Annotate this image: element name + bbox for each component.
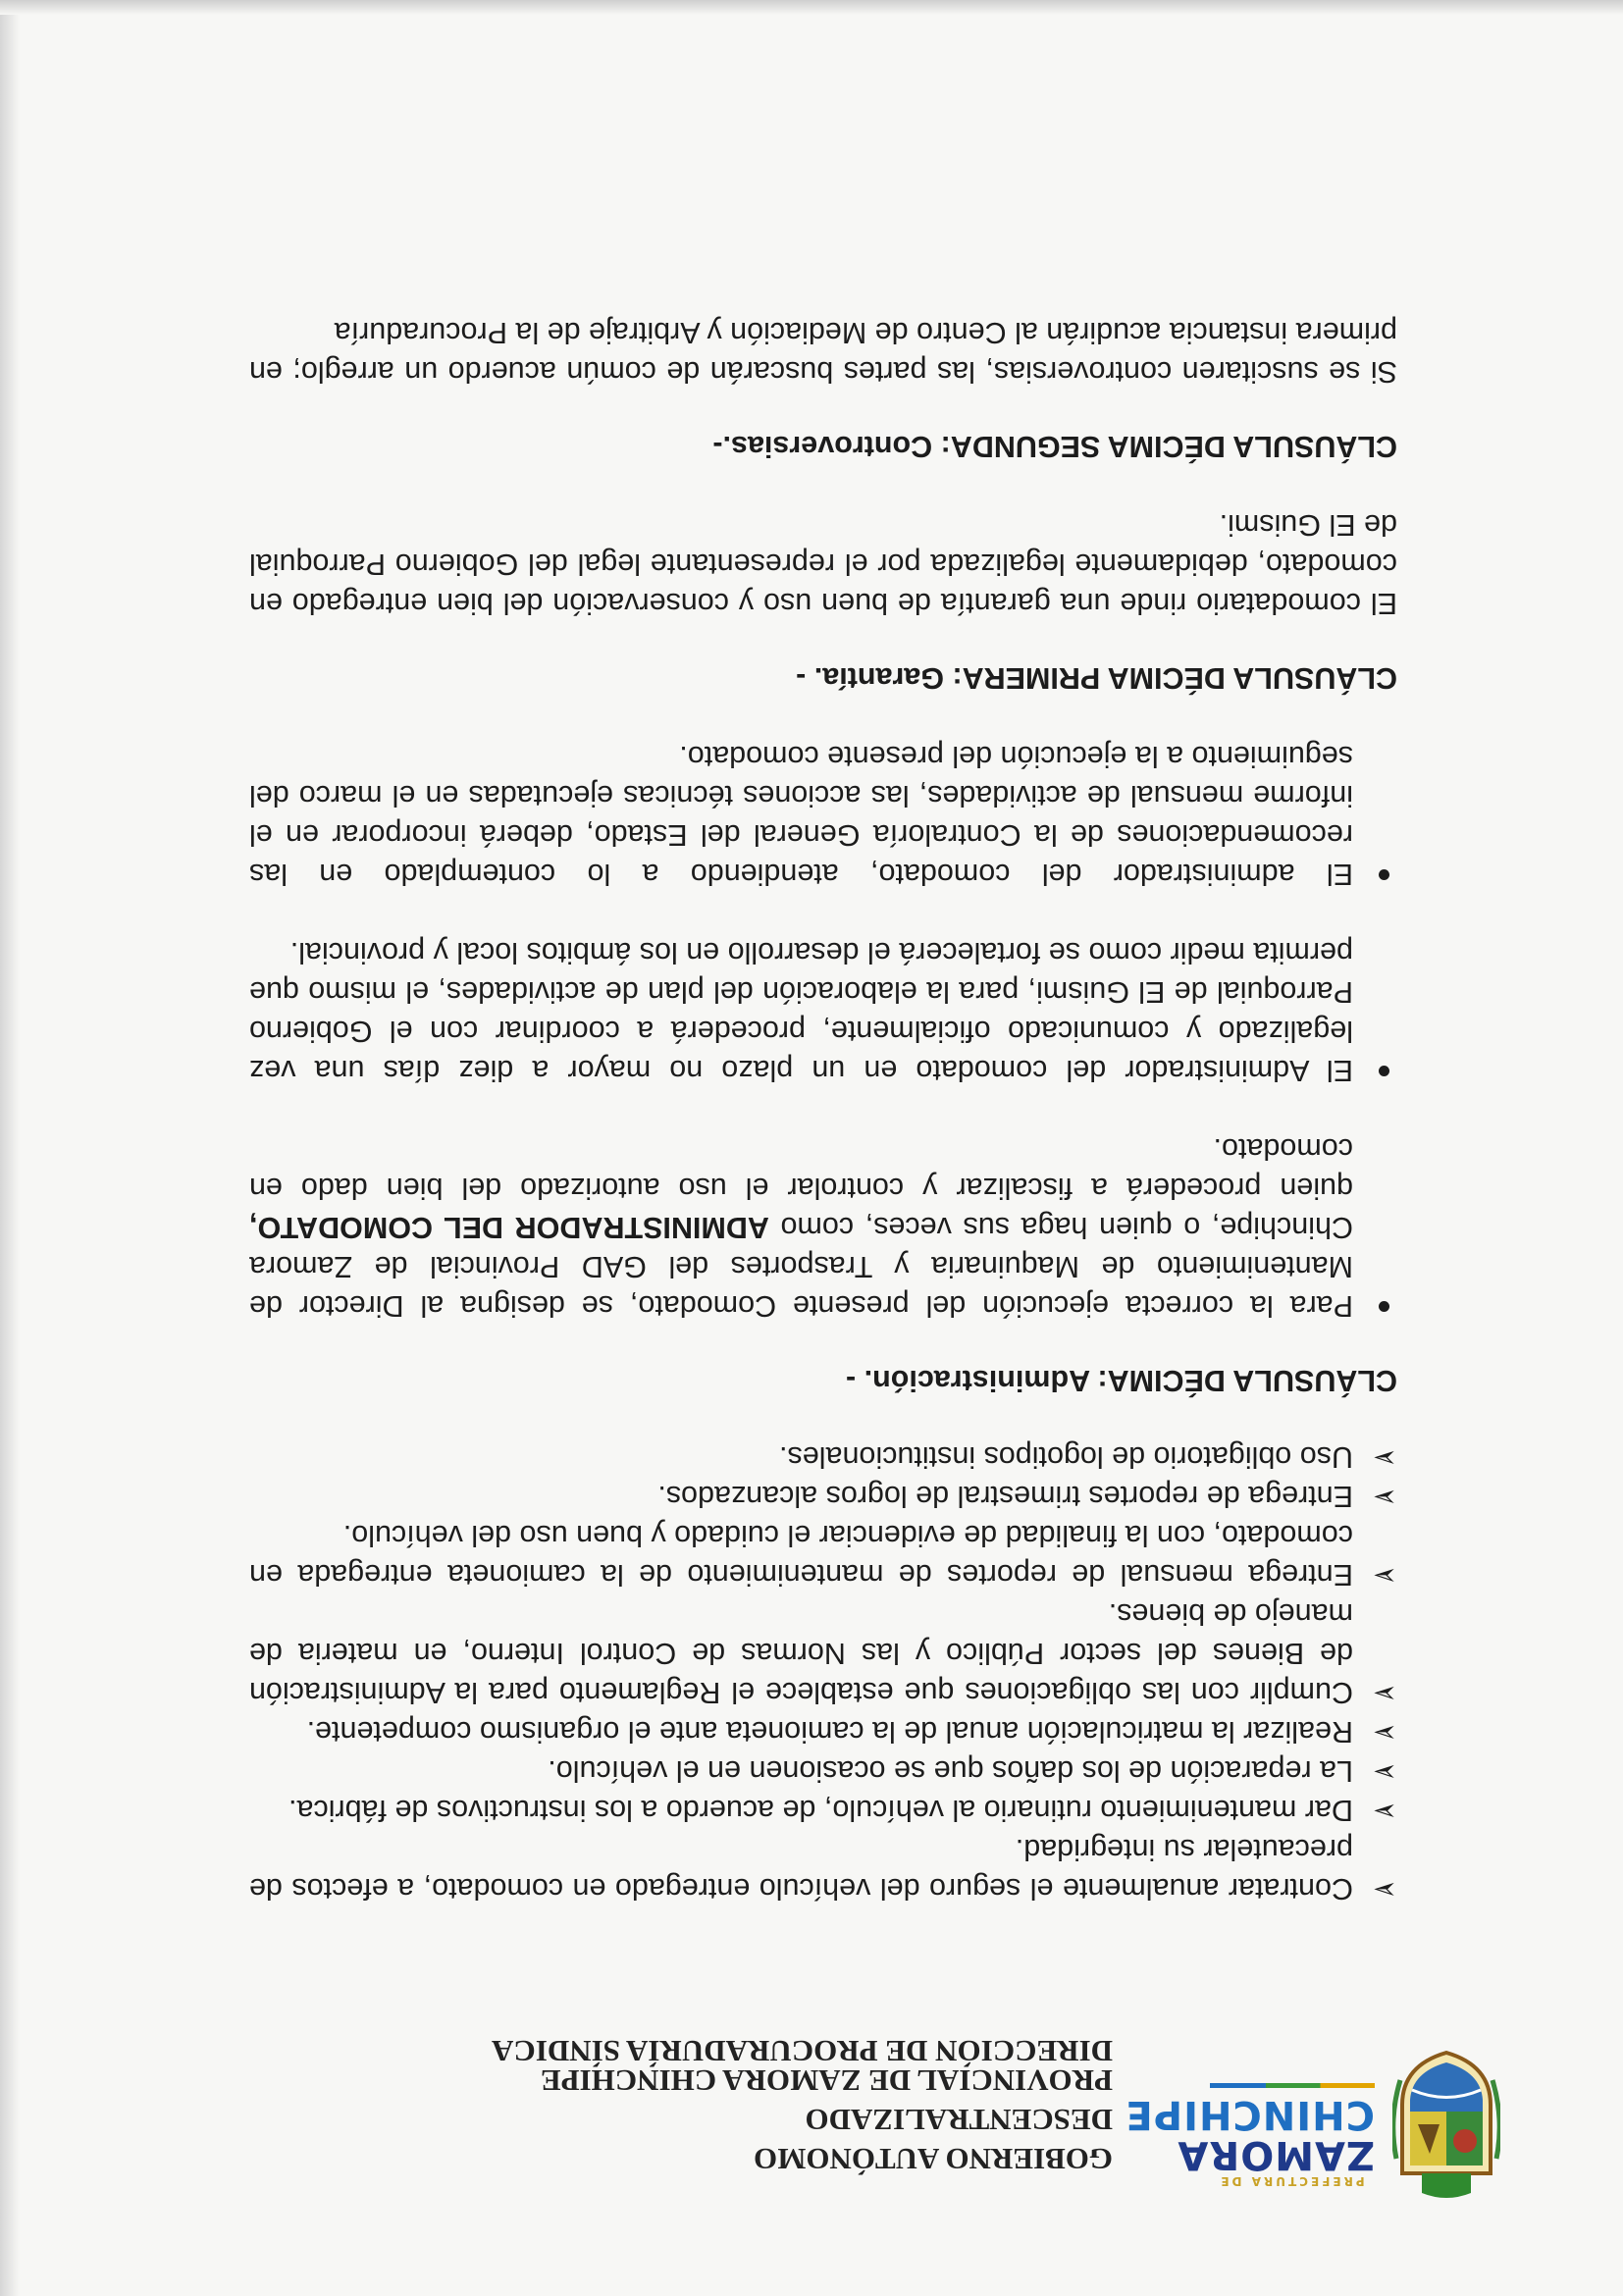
list-item: ➢ Uso obligatorio de logotipos institucionales. bbox=[249, 1437, 1397, 1477]
list-item: ➢ Contratar anualmente el seguro del vehículo entregado en comodato, a efectos de precautelar su integridad. bbox=[249, 1833, 1397, 1906]
bullet-dot-icon bbox=[1379, 1066, 1389, 1076]
clause-10-heading: CLÁUSULA DÉCIMA: Administración. - bbox=[846, 1364, 1397, 1397]
arrow-bullet-icon: ➢ bbox=[1372, 1794, 1397, 1828]
list-item: ➢ Entrega de reportes trimestral de logros alcanzados. bbox=[249, 1477, 1397, 1516]
list-item: ➢ Dar mantenimiento rutinario al vehículo, de acuerdo a los instructivos de fábrica. bbox=[249, 1791, 1397, 1830]
provincial-coat-of-arms-icon bbox=[1392, 2051, 1500, 2198]
obligations-list bbox=[249, 1437, 1397, 1908]
arrow-bullet-icon: ➢ bbox=[1372, 1754, 1397, 1789]
list-item: ➢ La reparación de los daños que se ocasionen en el vehículo. bbox=[249, 1751, 1397, 1791]
clause-12-heading: CLÁUSULA DÉCIMA SEGUNDA: Controversias.- bbox=[712, 430, 1397, 463]
prefectura-brand-logo bbox=[1125, 2051, 1375, 2188]
brand-chinchipe: CHINCHIPE bbox=[1125, 2092, 1375, 2137]
list-item: Para la correcta ejecución del presente Comodato, se designa al Director de Mantenimiento de Maquinaria y Trasportes del GAD Provincial de Zamora Chinchipe, o quien haga sus veces, como ADMINISTRADOR DEL COMODATO, quien procederá a fiscalizar y controlar el uso autorizado del bien dado en comodato. bbox=[249, 1129, 1397, 1326]
arrow-bullet-icon: ➢ bbox=[1372, 1440, 1397, 1475]
document-body bbox=[249, 313, 1397, 1908]
clause-11-heading: CLÁUSULA DÉCIMA PRIMERA: Garantía. - bbox=[796, 661, 1397, 695]
list-item: ➢ Realizar la matriculación anual de la camioneta ante el organismo competente. bbox=[249, 1712, 1397, 1751]
arrow-bullet-icon: ➢ bbox=[1372, 1715, 1397, 1749]
clause-11-text: El comodatario rinde una garantía de buen uso y conservación del bien entregado en comodato, debidamente legalizada por el representante legal del Gobierno Parroquial de El Guismi. bbox=[249, 508, 1397, 620]
scan-edge bbox=[0, 0, 1623, 15]
list-item: ➢ Entrega mensual de reportes de mantenimiento de la camioneta entregada en comodato, con la finalidad de evidenciar el cuidado y buen uso del vehículo. bbox=[249, 1519, 1397, 1592]
brand-zamora: ZAMORA bbox=[1177, 2132, 1375, 2177]
list-item: El Administrador del comodato en un plazo no mayor a diez días una vez legalizado y comunicado oficialmente, procederá a coordinar con el Gobierno Parroquial de El Guismi, para la elaboración del plan de actividades, el mismo que permita medir como se fortalecerá el desarrollo en los ámbitos local y provincial. bbox=[249, 933, 1397, 1090]
administrator-title: ADMINISTRADOR DEL COMODATO, bbox=[249, 1211, 769, 1244]
scan-edge bbox=[0, 0, 20, 2296]
arrow-bullet-icon: ➢ bbox=[1372, 1558, 1397, 1592]
brand-color-bar bbox=[1210, 2083, 1375, 2088]
clause-12-text: Si se suscitaren controversias, las partes buscarán de común acuerdo un arreglo; en primera instancia acudirán al Centro de Mediación y Arbitraje de la Procuraduría bbox=[249, 316, 1397, 389]
organization-name bbox=[524, 2061, 1113, 2178]
arrow-bullet-icon: ➢ bbox=[1372, 1872, 1397, 1906]
org-line-1: GOBIERNO AUTÓNOMO DESCENTRALIZADO bbox=[753, 2103, 1113, 2176]
arrow-bullet-icon: ➢ bbox=[1372, 1480, 1397, 1514]
letterhead bbox=[225, 2031, 1500, 2198]
clause-10-list bbox=[249, 737, 1397, 1326]
department-title: DIRECCIÓN DE PROCURADURÍA SÍNDICA bbox=[492, 2034, 1113, 2068]
list-item: ➢ Cumplir con las obligaciones que establece el Reglamento para la Administración de Bienes del sector Público y las Normas de Control Interno, en materia de manejo de bienes. bbox=[249, 1597, 1397, 1710]
arrow-bullet-icon: ➢ bbox=[1372, 1676, 1397, 1710]
bullet-dot-icon bbox=[1379, 1301, 1389, 1312]
org-line-2: PROVINCIAL DE ZAMORA CHINCHIPE bbox=[540, 2063, 1113, 2098]
list-item: El administrador del comodato, atendiendo a lo contemplado en las recomendaciones de la Contraloría General del Estado, deberá incorporar en el informe mensual de actividades, las acciones técnicas ejecutadas en el marco del seguimiento a la ejecución del presente comodato. bbox=[249, 737, 1397, 894]
brand-kicker: PREFECTURA DE bbox=[1218, 2174, 1365, 2188]
bullet-dot-icon bbox=[1379, 869, 1389, 880]
